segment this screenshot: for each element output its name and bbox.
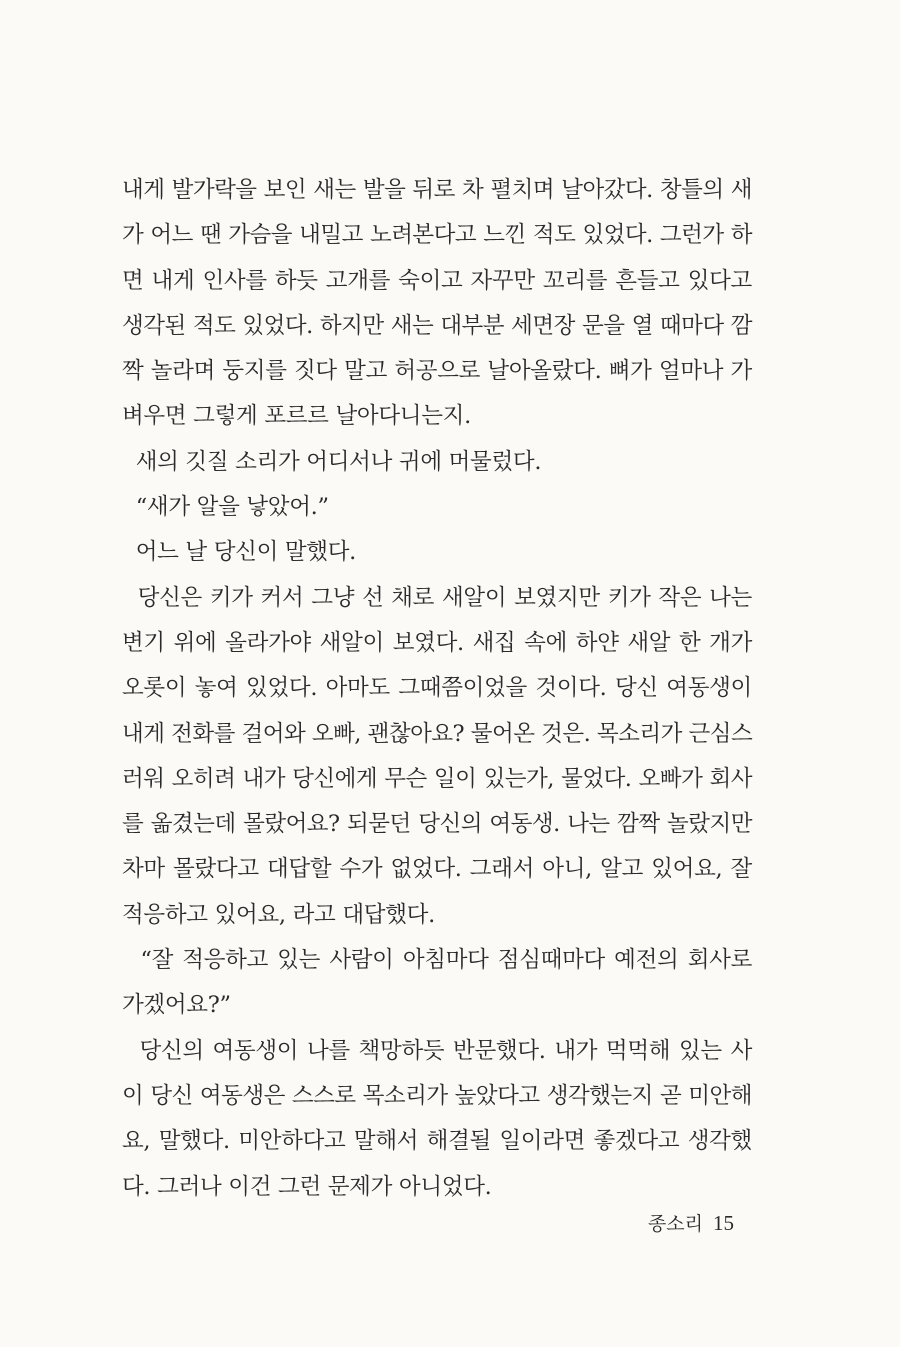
text-line: 생각된 적도 있었다. 하지만 새는 대부분 세면장 문을 열 때마다 깜 — [122, 312, 752, 339]
text-line: 를 옮겼는데 몰랐어요? 되묻던 당신의 여동생. 나는 깜짝 놀랐지만 — [122, 811, 752, 838]
text-line: 가겠어요?” — [122, 992, 231, 1019]
running-title: 종소리 — [647, 1213, 703, 1235]
body-text — [122, 168, 752, 1210]
text-line: 적응하고 있어요, 라고 대답했다. — [122, 901, 435, 928]
text-line: 새의 깃질 소리가 어디서나 귀에 머물렀다. — [122, 448, 542, 475]
text-line: 면 내게 인사를 하듯 고개를 숙이고 자꾸만 꼬리를 흔들고 있다고 — [122, 267, 752, 294]
text-line: 가 어느 땐 가슴을 내밀고 노려본다고 느낀 적도 있었다. 그런가 하 — [122, 222, 752, 249]
text-line: 이 당신 여동생은 스스로 목소리가 높았다고 생각했는지 곧 미안해 — [122, 1082, 752, 1109]
text-line: 요, 말했다. 미안하다고 말해서 해결될 일이라면 좋겠다고 생각했 — [122, 1128, 752, 1155]
text-line: 차마 몰랐다고 대답할 수가 없었다. 그래서 아니, 알고 있어요, 잘 — [122, 856, 752, 883]
page-footer — [648, 1208, 734, 1239]
page-number: 15 — [713, 1211, 734, 1235]
text-line: “잘 적응하고 있는 사람이 아침마다 점심때마다 예전의 회사로 — [122, 947, 752, 974]
text-line: 변기 위에 올라가야 새알이 보였다. 새집 속에 하얀 새알 한 개가 — [122, 629, 752, 656]
text-line: 벼우면 그렇게 포르르 날아다니는지. — [122, 403, 471, 430]
text-line: 다. 그러나 이건 그런 문제가 아니었다. — [122, 1173, 492, 1200]
text-line: 어느 날 당신이 말했다. — [122, 539, 357, 566]
text-line: 내게 전화를 걸어와 오빠, 괜찮아요? 물어온 것은. 목소리가 근심스 — [122, 720, 753, 747]
text-line: 당신의 여동생이 나를 책망하듯 반문했다. 내가 먹먹해 있는 사 — [122, 1037, 752, 1064]
text-line: 내게 발가락을 보인 새는 발을 뒤로 차 펼치며 날아갔다. 창틀의 새 — [122, 177, 752, 203]
text-line: 러워 오히려 내가 당신에게 무슨 일이 있는가, 물었다. 오빠가 회사 — [122, 765, 752, 792]
text-line: 짝 놀라며 둥지를 짓다 말고 허공으로 날아올랐다. 뼈가 얼마나 가 — [122, 358, 752, 385]
text-line: 당신은 키가 커서 그냥 선 채로 새알이 보였지만 키가 작은 나는 — [122, 584, 752, 611]
text-line: “새가 알을 낳았어.” — [122, 494, 329, 521]
text-line: 오롯이 놓여 있었다. 아마도 그때쯤이었을 것이다. 당신 여동생이 — [122, 675, 752, 702]
